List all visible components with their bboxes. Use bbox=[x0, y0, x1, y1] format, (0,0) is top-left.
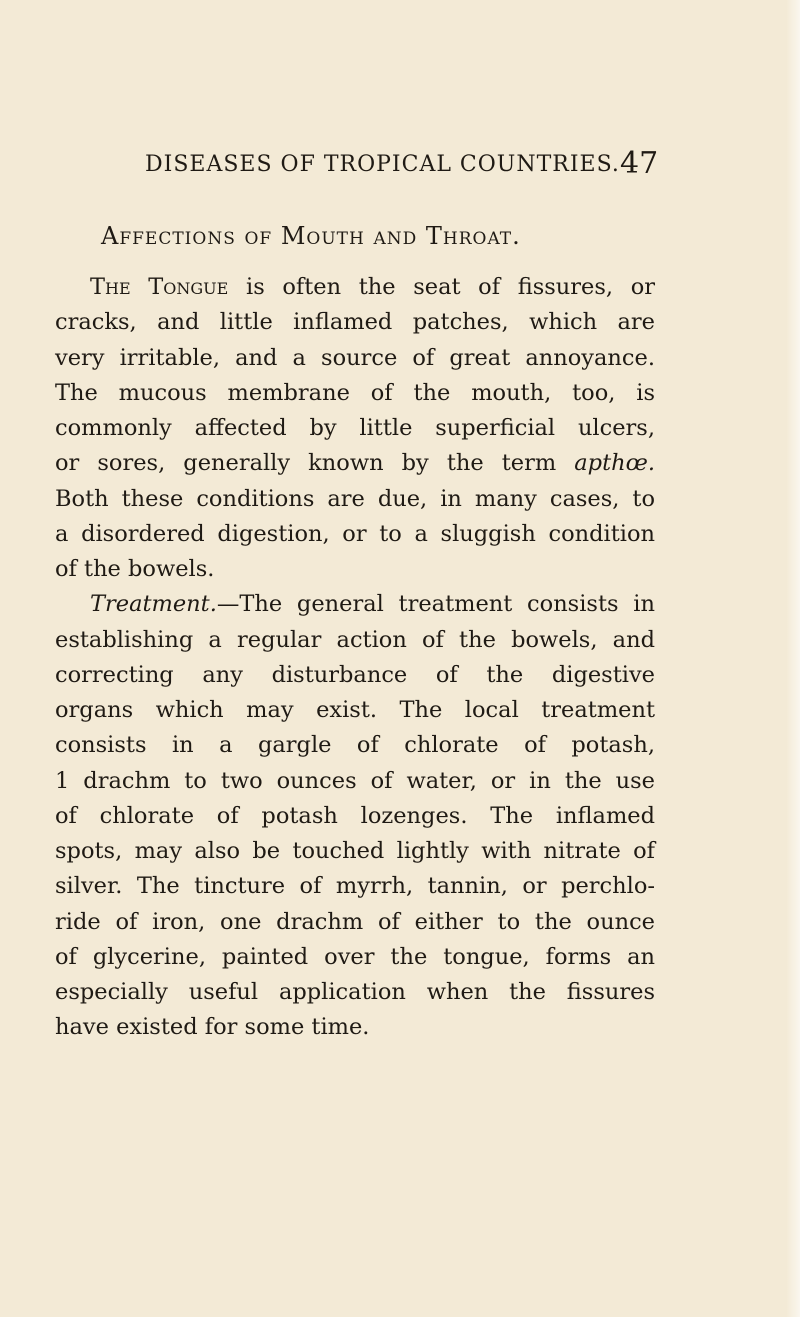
text-line: very irritable, and a source of great annoyance. bbox=[55, 344, 655, 371]
text-line: The mucous membrane of the mouth, too, is bbox=[55, 379, 655, 406]
text-line: organs which may exist. The local treatment bbox=[55, 697, 655, 723]
text-line: silver. The tincture of myrrh, tannin, or perchlo- bbox=[55, 873, 655, 900]
text-line bbox=[55, 270, 655, 305]
running-title: DISEASES OF TROPICAL COUNTRIES. bbox=[145, 152, 620, 177]
text-line: especially useful application when the fissures bbox=[55, 979, 655, 1005]
text-line: spots, may also be touched lightly with nitrate of bbox=[55, 838, 655, 864]
page-number: 47 bbox=[620, 146, 659, 181]
body-text bbox=[55, 270, 655, 1046]
text-line: establishing a regular action of the bowels, and bbox=[55, 626, 655, 653]
text-line: consists in a gargle of chlorate of potash, bbox=[55, 732, 655, 759]
text-line: commonly affected by little superficial ulcers, bbox=[55, 415, 655, 441]
text-fragment: is often the seat of fissures, or bbox=[228, 274, 655, 300]
text-line bbox=[55, 446, 655, 481]
running-head bbox=[55, 146, 659, 184]
latin-term: apthœ. bbox=[574, 450, 655, 477]
lead-term: Treatment. bbox=[90, 591, 217, 618]
text-line: a disordered digestion, or to a sluggish condition bbox=[55, 520, 655, 547]
text-line: have existed for some time. bbox=[55, 1014, 370, 1041]
text-line: Both these conditions are due, in many cases, to bbox=[55, 485, 655, 512]
text-line bbox=[55, 587, 655, 622]
text-line: ride of iron, one drachm of either to the ounce bbox=[55, 908, 655, 935]
text-line: 1 drachm to two ounces of water, or in the use bbox=[55, 767, 655, 794]
page-edge bbox=[786, 0, 800, 1317]
section-title: Affections of Mouth and Throat. bbox=[101, 222, 521, 250]
text-line: cracks, and little inflamed patches, which are bbox=[55, 309, 655, 336]
text-line: correcting any disturbance of the digestive bbox=[55, 661, 655, 688]
text-line: of the bowels. bbox=[55, 556, 215, 582]
text-line: of glycerine, painted over the tongue, forms an bbox=[55, 943, 655, 970]
text-fragment: or sores, generally known by the term bbox=[55, 450, 575, 477]
text-fragment: —The general treatment consists in bbox=[216, 591, 655, 618]
text-line: of chlorate of potash lozenges. The inflamed bbox=[55, 802, 655, 829]
lead-term: The Tongue bbox=[90, 274, 229, 300]
